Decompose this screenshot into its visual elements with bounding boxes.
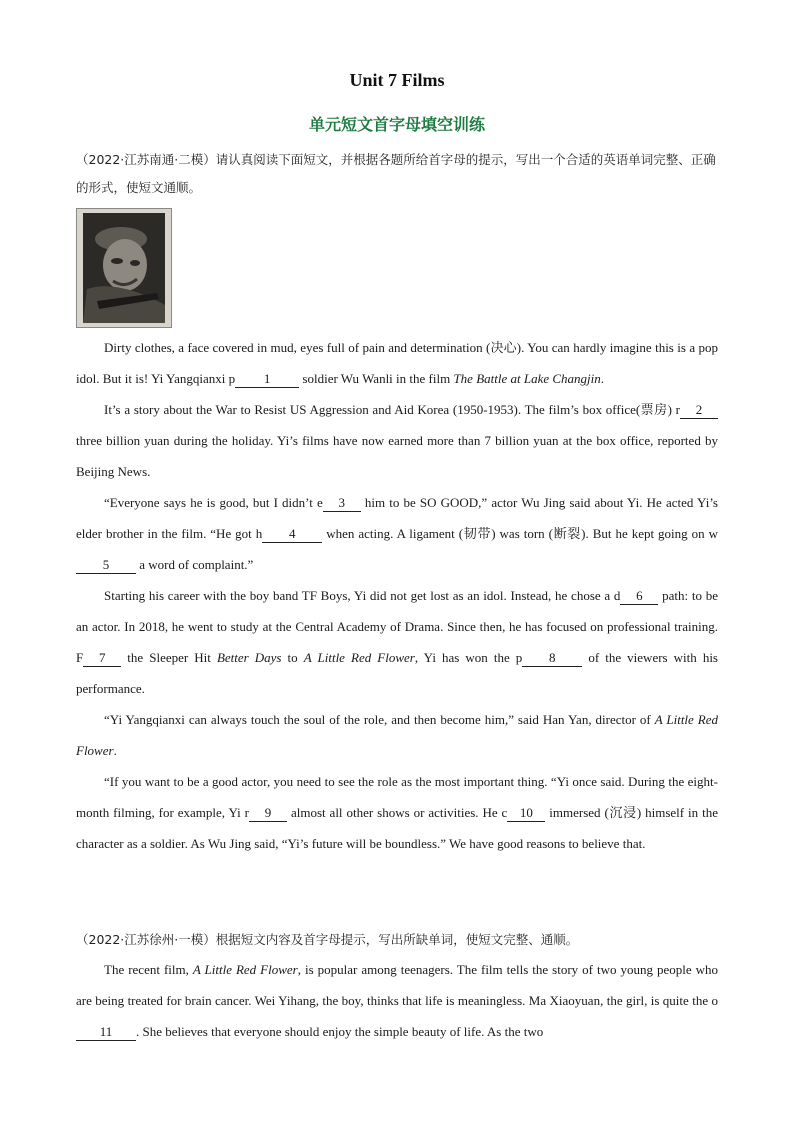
text-run: , is popular among teenagers. The film tells the story of two young people who are being treated for brain cancer. Wei Yihang, the boy, thinks that life is meaningless. Ma Xiaoyuan, the girl, is quite the o: [76, 962, 718, 1008]
section1-instructions: （2022·江苏南通·二模）请认真阅读下面短文，并根据各题所给首字母的提示，写出一个合适的英语单词完整、正确的形式，使短文通顺。: [76, 152, 716, 195]
text-run: him to be SO GOOD,” actor Wu Jing said about Yi. He acted Yi’s elder brother in the film. “He got h: [76, 495, 718, 541]
film-title: The Battle at Lake Changjin: [453, 371, 601, 386]
text-run: .: [113, 743, 117, 758]
blank-2[interactable]: 2: [680, 402, 718, 419]
page-subtitle: 单元短文首字母填空训练: [308, 115, 485, 134]
blank-5[interactable]: 5: [76, 557, 136, 574]
blank-11[interactable]: 11: [76, 1024, 136, 1041]
text-run: “If you want to be a good actor, you need to see the role as the most important thing. “Yi once said. During the eight-month filming, for example, Yi r: [76, 774, 718, 820]
text-run: It’s a story about the War to Resist US Aggression and Aid Korea (1950-1953). The film’s box office(票房) r: [104, 402, 680, 417]
paragraph-3: [76, 487, 718, 580]
blank-6[interactable]: 6: [620, 588, 658, 605]
section1-passage: [76, 332, 718, 859]
text-run: immersed (沉浸) himself in the character as a soldier. As Wu Jing said, “Yi’s future will be boundless.” We have good reasons to believe that.: [76, 805, 718, 851]
text-run: the Sleeper Hit: [121, 650, 217, 665]
text-run: “Everyone says he is good, but I didn’t e: [104, 495, 323, 510]
blank-7[interactable]: 7: [83, 650, 121, 667]
text-run: soldier Wu Wanli in the film: [299, 371, 454, 386]
paragraph-2: [76, 394, 718, 487]
paragraph-7: [76, 954, 718, 1047]
paragraph-5: [76, 704, 718, 766]
text-run: Starting his career with the boy band TF Boys, Yi did not get lost as an idol. Instead, he chose a d: [104, 588, 621, 603]
text-run: when acting. A ligament (韧带) was torn (断裂). But he kept going on w: [322, 526, 718, 541]
text-run: The recent film,: [104, 962, 193, 977]
film-title: A Little Red Flower: [303, 650, 415, 665]
soldier-photo-icon: [76, 208, 172, 328]
text-run: . She believes that everyone should enjoy the simple beauty of life. As the two: [136, 1024, 544, 1039]
blank-10[interactable]: 10: [507, 805, 545, 822]
page-title: Unit 7 Films: [349, 70, 445, 90]
text-run: almost all other shows or activities. He c: [287, 805, 508, 820]
blank-8[interactable]: 8: [522, 650, 582, 667]
text-run: to: [281, 650, 304, 665]
film-title: A Little Red Flower: [192, 962, 298, 977]
text-run: path: to be an actor. In 2018, he went to study at the Central Academy of Drama. Since then, he has focused on professional training. F: [76, 588, 718, 665]
paragraph-4: [76, 580, 718, 704]
text-run: of the viewers with his performance.: [76, 650, 718, 696]
film-title: Better Days: [216, 650, 282, 665]
blank-3[interactable]: 3: [323, 495, 361, 512]
text-run: .: [600, 371, 605, 386]
text-run: Dirty clothes, a face covered in mud, eyes full of pain and determination (决心). You can hardly imagine this is a pop idol. But it is! Yi Yangqianxi p: [76, 340, 718, 386]
text-run: , Yi has won the p: [414, 650, 523, 665]
text-run: a word of complaint.”: [136, 557, 254, 572]
paragraph-1: [76, 332, 718, 394]
blank-4[interactable]: 4: [262, 526, 322, 543]
section2-instructions: （2022·江苏徐州·一模）根据短文内容及首字母提示，写出所缺单词，使短文完整、通顺。: [76, 932, 579, 947]
text-run: three billion yuan during the holiday. Yi’s films have now earned more than 7 billion yuan at the box office, reported by Beijing News.: [76, 433, 718, 479]
film-title: A Little Red Flower: [76, 712, 718, 758]
text-run: “Yi Yangqianxi can always touch the soul of the role, and then become him,” said Han Yan, director of: [104, 712, 655, 727]
blank-1[interactable]: 1: [235, 371, 299, 388]
paragraph-6: [76, 766, 718, 859]
section2-passage: [76, 954, 718, 1047]
blank-9[interactable]: 9: [249, 805, 287, 822]
